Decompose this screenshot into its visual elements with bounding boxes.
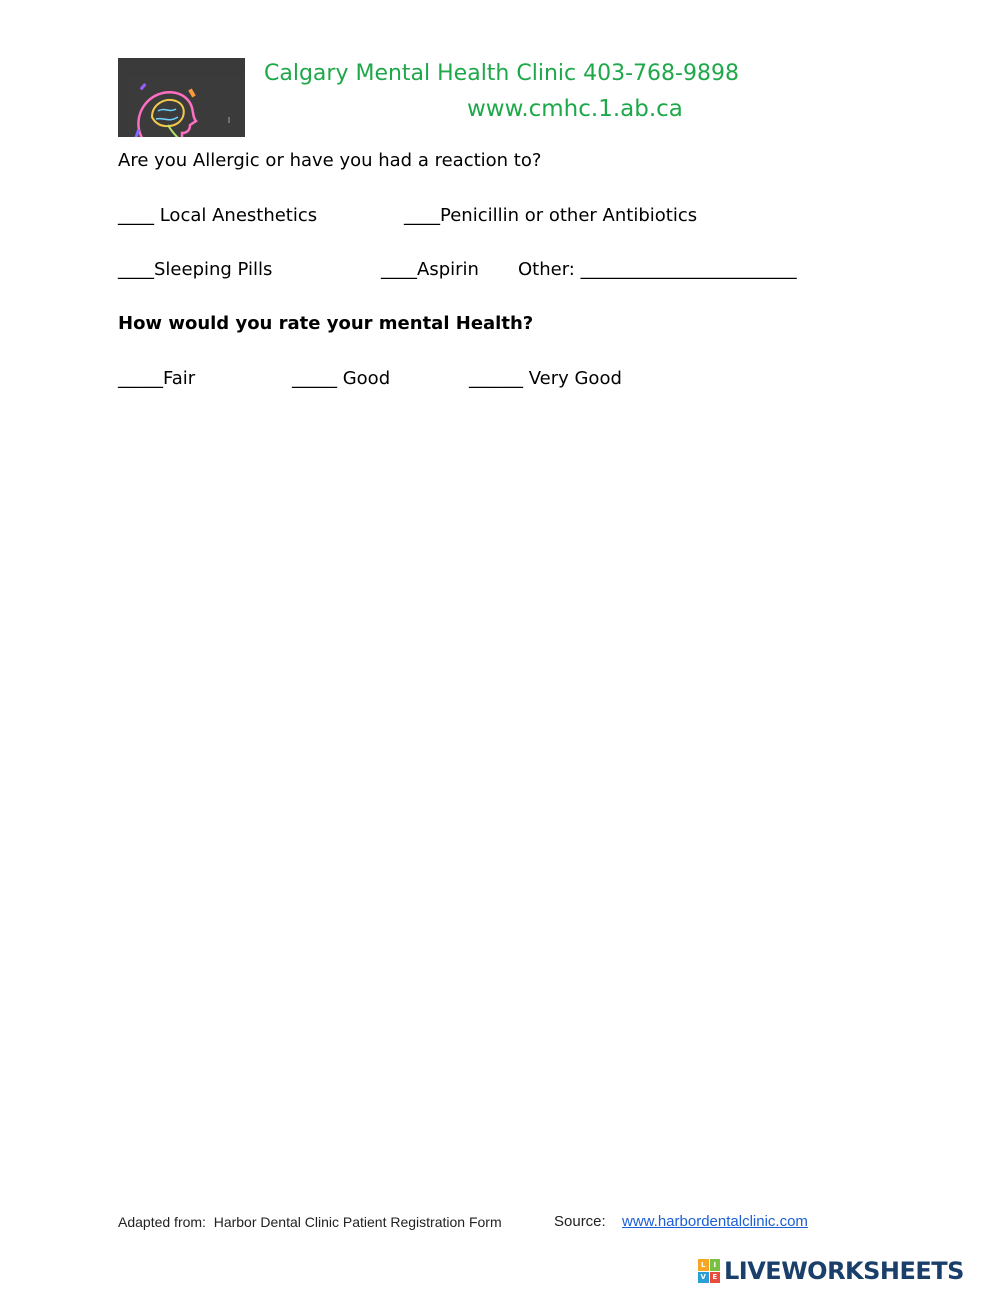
allergy-penicillin[interactable]: ____Penicillin or other Antibiotics: [404, 205, 698, 226]
footer-source-label: Source:: [554, 1213, 606, 1230]
liveworksheets-logo[interactable]: [698, 1256, 964, 1286]
allergy-aspirin[interactable]: ____Aspirin: [381, 259, 479, 280]
icon-letter-e: E: [710, 1272, 721, 1284]
rating-very-good[interactable]: ______ Very Good: [469, 368, 622, 389]
rating-fair[interactable]: _____Fair: [118, 368, 196, 389]
mental-health-question: How would you rate your mental Health?: [118, 313, 534, 334]
rating-good[interactable]: _____ Good: [292, 368, 391, 389]
icon-letter-v: V: [698, 1272, 709, 1284]
allergy-other-field[interactable]: Other: ________________________: [518, 259, 797, 280]
liveworksheets-icon: [698, 1259, 720, 1283]
allergy-question: Are you Allergic or have you had a reaction to?: [118, 150, 542, 171]
brain-chalk-drawing-icon: [128, 77, 245, 137]
allergy-local-anesthetics[interactable]: ____ Local Anesthetics: [118, 205, 318, 226]
icon-letter-l: L: [698, 1259, 709, 1271]
liveworksheets-wordmark: LIVEWORKSHEETS: [724, 1257, 964, 1285]
icon-letter-i: I: [710, 1259, 721, 1271]
footer-adapted-from: Adapted from: Harbor Dental Clinic Patient Registration Form: [118, 1214, 502, 1230]
clinic-name-phone: Calgary Mental Health Clinic 403-768-9898: [264, 61, 739, 86]
allergy-sleeping-pills[interactable]: ____Sleeping Pills: [118, 259, 273, 280]
clinic-website: www.cmhc.1.ab.ca: [467, 96, 683, 122]
footer-source-link[interactable]: www.harbordentalclinic.com: [622, 1213, 808, 1230]
clinic-logo-image: [118, 58, 245, 137]
